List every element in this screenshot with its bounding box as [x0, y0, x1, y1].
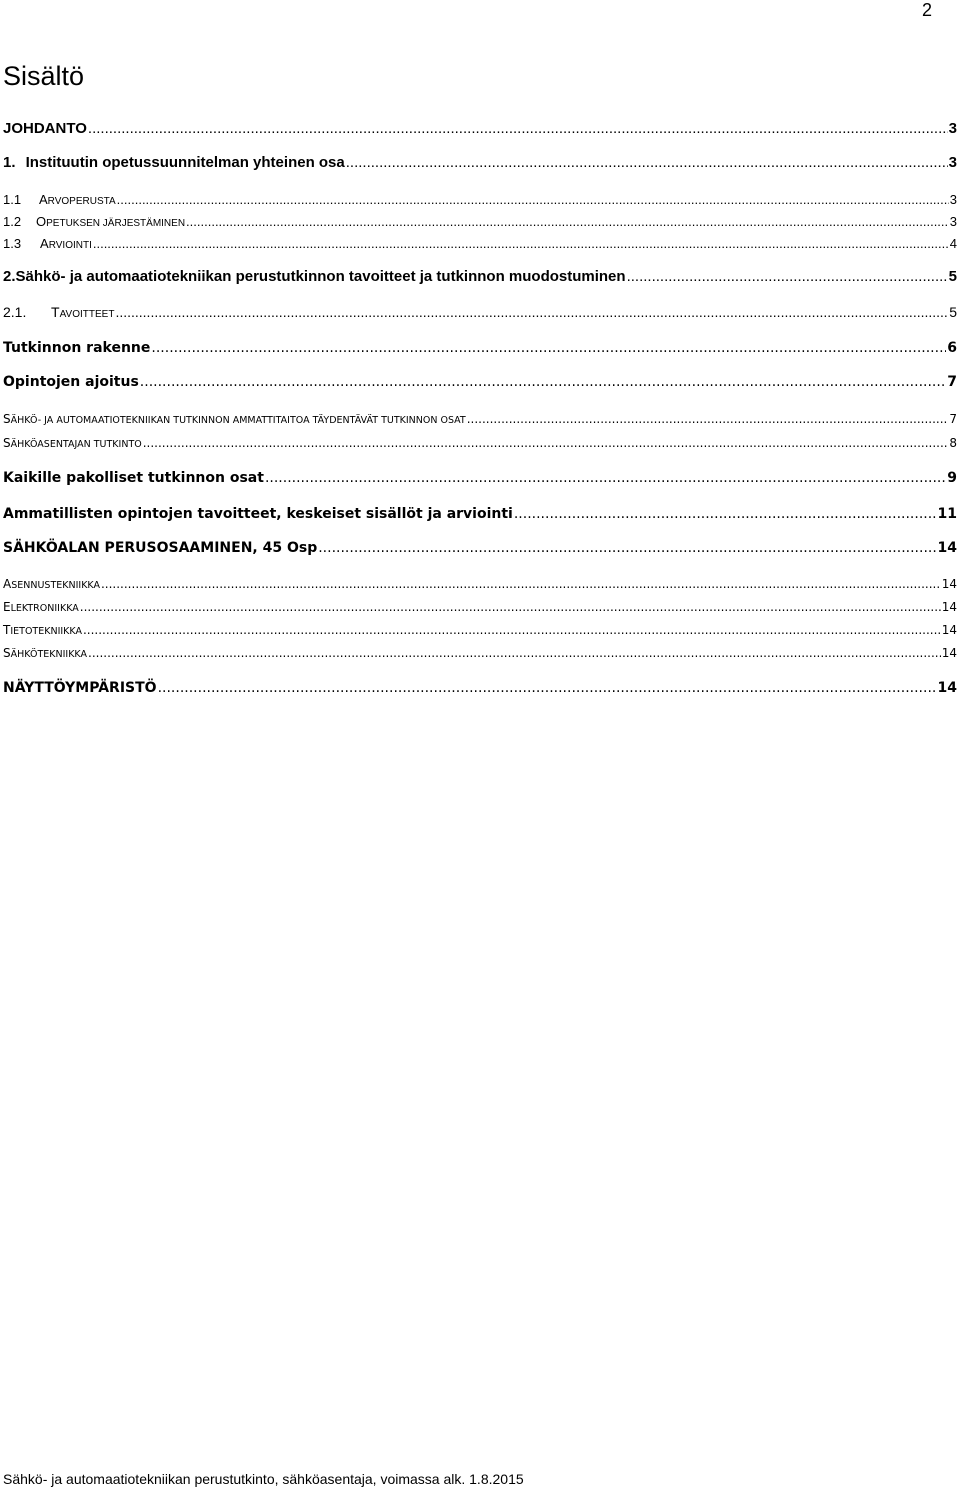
toc-entry-page: 5	[949, 304, 957, 320]
toc-entry-perusosaaminen[interactable]	[3, 540, 960, 556]
toc-entry-title: SÄHKÖ- JA AUTOMAATIOTEKNIIKAN TUTKINNON AMMATTITAITOA TÄYDENTÄVÄT TUTKINNON OSAT	[3, 412, 466, 426]
toc-entry-pakolliset-osat[interactable]	[3, 470, 960, 486]
toc-entry-page: 14	[937, 540, 957, 556]
toc-entry-title: SÄHKÖTEKNIIKKA	[3, 646, 87, 660]
dot-leader	[158, 680, 937, 696]
dot-leader	[151, 340, 946, 356]
toc-entry-title: ELEKTRONIIKKA	[3, 600, 79, 614]
toc-entry-sahkoasentajan-tutkinto[interactable]	[3, 436, 960, 450]
toc-entry-title: TIETOTEKNIIKKA	[3, 623, 82, 637]
toc-entry-title: JOHDANTO	[3, 120, 87, 137]
toc-entry-1-2[interactable]	[3, 214, 960, 229]
toc-entry-title: Ammatillisten opintojen tavoitteet, keskeiset sisällöt ja arviointi	[3, 506, 513, 522]
toc-entry-page: 8	[949, 436, 957, 450]
toc-entry-2-1[interactable]	[3, 304, 960, 320]
toc-entry-title: Kaikille pakolliset tutkinnon osat	[3, 470, 264, 486]
dot-leader	[467, 412, 949, 426]
toc-entry-title: ARVIOINTI	[40, 236, 92, 251]
toc-entry-number: 2.	[3, 268, 16, 285]
toc-entry-johdanto[interactable]	[3, 120, 960, 137]
toc-entry-page: 3	[948, 120, 957, 137]
toc-entry-title: Tutkinnon rakenne	[3, 340, 151, 356]
toc-entry-ammatilliset-opinnot[interactable]	[3, 506, 960, 522]
toc-entry-number: 1.3	[3, 236, 22, 251]
toc-entry-page: 5	[948, 268, 957, 285]
toc-entry-page: 14	[941, 577, 957, 591]
toc-entry-page: 3	[949, 192, 957, 207]
toc-title: Sisältö	[3, 61, 85, 91]
toc-entry-page: 4	[949, 236, 957, 251]
toc-entry-page: 14	[941, 623, 957, 637]
toc-entry-title: ASENNUSTEKNIIKKA	[3, 577, 100, 591]
toc-entry-title: SÄHKÖALAN PERUSOSAAMINEN, 45 Osp	[3, 540, 318, 556]
toc-entry-elektroniikka[interactable]	[3, 600, 960, 614]
toc-entry-number: 1.1	[3, 192, 22, 207]
toc-entry-asennustekniikka[interactable]	[3, 577, 960, 591]
dot-leader	[93, 236, 949, 251]
dot-leader	[265, 470, 946, 486]
toc-entry-page: 14	[937, 680, 957, 696]
toc-entry-title: ARVOPERUSTA	[39, 192, 116, 207]
toc-entry-title: Opintojen ajoitus	[3, 374, 139, 390]
toc-entry-page: 11	[937, 506, 957, 522]
page-footer: Sähkö- ja automaatiotekniikan perustutkinto, sähköasentaja, voimassa alk. 1.8.2015	[3, 1471, 524, 1487]
toc-entry-title: OPETUKSEN JÄRJESTÄMINEN	[36, 214, 186, 229]
toc-entry-title: Sähkö- ja automaatiotekniikan perustutkinnon tavoitteet ja tutkinnon muodostuminen	[15, 268, 626, 285]
toc-entry-nayttoymparisto[interactable]	[3, 680, 960, 696]
toc-entry-page: 3	[949, 214, 957, 229]
page-number: 2	[921, 0, 932, 20]
toc-entry-page: 14	[941, 600, 957, 614]
toc-entry-page: 7	[949, 412, 957, 426]
toc-entry-number: 2.1.	[3, 304, 27, 320]
toc-entry-tietotekniikka[interactable]	[3, 623, 960, 637]
toc-entry-page: 6	[947, 340, 957, 356]
toc-entry-taydentavat-osat[interactable]	[3, 412, 960, 426]
dot-leader	[117, 192, 949, 207]
dot-leader	[140, 374, 946, 390]
toc-entry-1-3[interactable]	[3, 236, 960, 251]
dot-leader	[143, 436, 949, 450]
dot-leader	[318, 540, 936, 556]
toc-entry-title: NÄYTTÖYMPÄRISTÖ	[3, 680, 157, 696]
dot-leader	[514, 506, 937, 522]
toc-entry-page: 7	[947, 374, 957, 390]
toc-entry-page: 14	[941, 646, 957, 660]
dot-leader	[346, 154, 948, 171]
toc-entry-sahkotekniikka[interactable]	[3, 646, 960, 660]
toc-entry-tutkinnon-rakenne[interactable]	[3, 340, 960, 356]
toc-entry-1[interactable]	[3, 154, 960, 171]
toc-entry-title: TAVOITTEET	[51, 304, 115, 320]
toc-entry-title: Instituutin opetussuunnitelman yhteinen osa	[25, 154, 345, 171]
toc-entry-number: 1.2	[3, 214, 22, 229]
toc-entry-number: 1.	[3, 154, 16, 171]
dot-leader	[186, 214, 949, 229]
dot-leader	[88, 646, 941, 660]
toc-entry-title: SÄHKÖASENTAJAN TUTKINTO	[3, 436, 142, 450]
dot-leader	[88, 120, 948, 137]
dot-leader	[80, 600, 941, 614]
toc-entry-2[interactable]	[3, 268, 960, 285]
toc-entry-1-1[interactable]	[3, 192, 960, 207]
dot-leader	[101, 577, 941, 591]
dot-leader	[83, 623, 941, 637]
dot-leader	[115, 304, 948, 320]
toc-entry-page: 3	[948, 154, 957, 171]
toc-entry-opintojen-ajoitus[interactable]	[3, 374, 960, 390]
dot-leader	[627, 268, 948, 285]
toc-entry-page: 9	[947, 470, 957, 486]
